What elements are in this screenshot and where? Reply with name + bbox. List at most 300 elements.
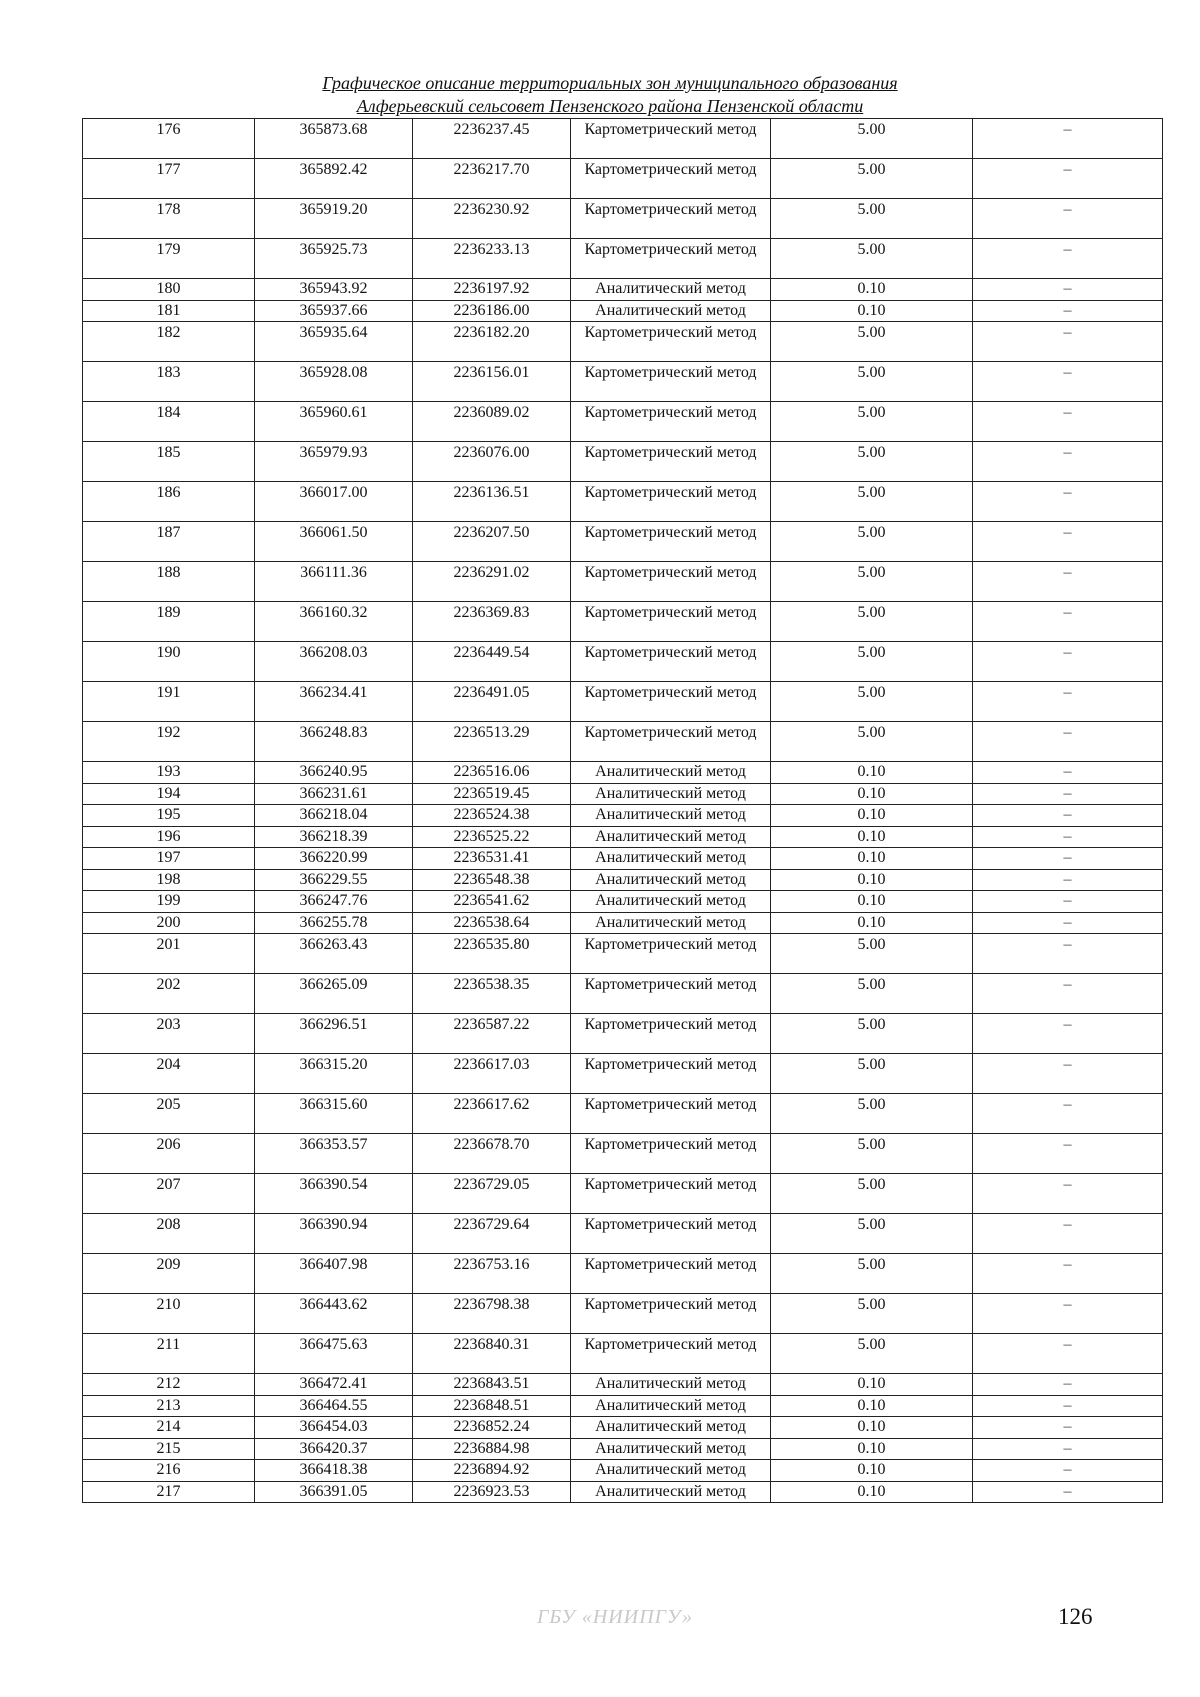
table-row [83,891,1163,913]
description-cell: – [973,826,1163,848]
table-row [83,1417,1163,1439]
description-cell: – [973,1254,1163,1294]
table-row [83,1374,1163,1396]
method-cell: Картометрический метод [571,974,771,1014]
point-number-cell: 193 [83,762,255,784]
table-row [83,279,1163,301]
accuracy-cell: 0.10 [771,1460,973,1482]
description-cell: – [973,300,1163,322]
method-cell: Картометрический метод [571,1134,771,1174]
accuracy-cell: 0.10 [771,912,973,934]
method-cell: Аналитический метод [571,1481,771,1503]
point-number-cell: 179 [83,239,255,279]
method-cell: Аналитический метод [571,300,771,322]
method-cell: Картометрический метод [571,1094,771,1134]
accuracy-cell: 0.10 [771,805,973,827]
y-coordinate-cell: 2236525.22 [413,826,571,848]
point-number-cell: 210 [83,1294,255,1334]
method-cell: Картометрический метод [571,1054,771,1094]
method-cell: Картометрический метод [571,322,771,362]
description-cell: – [973,848,1163,870]
y-coordinate-cell: 2236923.53 [413,1481,571,1503]
coordinates-table [82,118,1163,1503]
y-coordinate-cell: 2236233.13 [413,239,571,279]
y-coordinate-cell: 2236186.00 [413,300,571,322]
description-cell: – [973,1054,1163,1094]
accuracy-cell: 5.00 [771,1254,973,1294]
accuracy-cell: 0.10 [771,279,973,301]
x-coordinate-cell: 366391.05 [255,1481,413,1503]
accuracy-cell: 5.00 [771,562,973,602]
x-coordinate-cell: 366111.36 [255,562,413,602]
x-coordinate-cell: 366475.63 [255,1334,413,1374]
y-coordinate-cell: 2236798.38 [413,1294,571,1334]
accuracy-cell: 0.10 [771,1438,973,1460]
table-row [83,522,1163,562]
y-coordinate-cell: 2236076.00 [413,442,571,482]
y-coordinate-cell: 2236182.20 [413,322,571,362]
x-coordinate-cell: 366265.09 [255,974,413,1014]
description-cell: – [973,642,1163,682]
point-number-cell: 197 [83,848,255,870]
table-row [83,682,1163,722]
page-number: 126 [1058,1604,1093,1629]
x-coordinate-cell: 366315.60 [255,1094,413,1134]
accuracy-cell: 5.00 [771,642,973,682]
accuracy-cell: 5.00 [771,1174,973,1214]
point-number-cell: 207 [83,1174,255,1214]
x-coordinate-cell: 366255.78 [255,912,413,934]
x-coordinate-cell: 365979.93 [255,442,413,482]
method-cell: Картометрический метод [571,239,771,279]
accuracy-cell: 0.10 [771,1481,973,1503]
accuracy-cell: 5.00 [771,934,973,974]
x-coordinate-cell: 365892.42 [255,159,413,199]
table-row [83,826,1163,848]
table-row [83,805,1163,827]
method-cell: Картометрический метод [571,1254,771,1294]
x-coordinate-cell: 365937.66 [255,300,413,322]
accuracy-cell: 5.00 [771,1214,973,1254]
table-row [83,482,1163,522]
x-coordinate-cell: 366353.57 [255,1134,413,1174]
description-cell: – [973,1174,1163,1214]
y-coordinate-cell: 2236548.38 [413,869,571,891]
accuracy-cell: 0.10 [771,891,973,913]
y-coordinate-cell: 2236516.06 [413,762,571,784]
table-row [83,642,1163,682]
method-cell: Аналитический метод [571,869,771,891]
description-cell: – [973,1374,1163,1396]
y-coordinate-cell: 2236729.05 [413,1174,571,1214]
description-cell: – [973,1134,1163,1174]
point-number-cell: 216 [83,1460,255,1482]
accuracy-cell: 5.00 [771,1054,973,1094]
method-cell: Картометрический метод [571,159,771,199]
point-number-cell: 212 [83,1374,255,1396]
table-row [83,1094,1163,1134]
x-coordinate-cell: 365935.64 [255,322,413,362]
accuracy-cell: 0.10 [771,1395,973,1417]
description-cell: – [973,1334,1163,1374]
table-row [83,199,1163,239]
y-coordinate-cell: 2236538.35 [413,974,571,1014]
accuracy-cell: 5.00 [771,119,973,159]
accuracy-cell: 0.10 [771,848,973,870]
x-coordinate-cell: 366315.20 [255,1054,413,1094]
description-cell: – [973,442,1163,482]
point-number-cell: 200 [83,912,255,934]
point-number-cell: 189 [83,602,255,642]
point-number-cell: 204 [83,1054,255,1094]
description-cell: – [973,239,1163,279]
accuracy-cell: 0.10 [771,300,973,322]
description-cell: – [973,1481,1163,1503]
description-cell: – [973,602,1163,642]
accuracy-cell: 5.00 [771,602,973,642]
description-cell: – [973,562,1163,602]
table-row [83,1481,1163,1503]
accuracy-cell: 5.00 [771,682,973,722]
y-coordinate-cell: 2236617.03 [413,1054,571,1094]
method-cell: Аналитический метод [571,805,771,827]
x-coordinate-cell: 366420.37 [255,1438,413,1460]
method-cell: Картометрический метод [571,934,771,974]
y-coordinate-cell: 2236513.29 [413,722,571,762]
method-cell: Картометрический метод [571,522,771,562]
point-number-cell: 211 [83,1334,255,1374]
method-cell: Картометрический метод [571,1174,771,1214]
method-cell: Картометрический метод [571,602,771,642]
accuracy-cell: 5.00 [771,362,973,402]
y-coordinate-cell: 2236894.92 [413,1460,571,1482]
x-coordinate-cell: 366464.55 [255,1395,413,1417]
y-coordinate-cell: 2236519.45 [413,783,571,805]
y-coordinate-cell: 2236089.02 [413,402,571,442]
table-row [83,934,1163,974]
accuracy-cell: 5.00 [771,722,973,762]
point-number-cell: 192 [83,722,255,762]
x-coordinate-cell: 365873.68 [255,119,413,159]
description-cell: – [973,783,1163,805]
method-cell: Аналитический метод [571,1395,771,1417]
method-cell: Картометрический метод [571,362,771,402]
x-coordinate-cell: 366220.99 [255,848,413,870]
table-row [83,1214,1163,1254]
y-coordinate-cell: 2236197.92 [413,279,571,301]
y-coordinate-cell: 2236587.22 [413,1014,571,1054]
y-coordinate-cell: 2236449.54 [413,642,571,682]
point-number-cell: 183 [83,362,255,402]
point-number-cell: 186 [83,482,255,522]
description-cell: – [973,159,1163,199]
y-coordinate-cell: 2236541.62 [413,891,571,913]
description-cell: – [973,891,1163,913]
point-number-cell: 214 [83,1417,255,1439]
y-coordinate-cell: 2236840.31 [413,1334,571,1374]
table-row [83,1395,1163,1417]
method-cell: Аналитический метод [571,891,771,913]
table-row [83,848,1163,870]
table-row [83,1294,1163,1334]
x-coordinate-cell: 366160.32 [255,602,413,642]
accuracy-cell: 5.00 [771,322,973,362]
accuracy-cell: 5.00 [771,199,973,239]
accuracy-cell: 5.00 [771,159,973,199]
method-cell: Аналитический метод [571,826,771,848]
table-row [83,1174,1163,1214]
x-coordinate-cell: 365925.73 [255,239,413,279]
point-number-cell: 182 [83,322,255,362]
table-row [83,442,1163,482]
description-cell: – [973,1395,1163,1417]
method-cell: Картометрический метод [571,482,771,522]
point-number-cell: 180 [83,279,255,301]
accuracy-cell: 5.00 [771,522,973,562]
point-number-cell: 181 [83,300,255,322]
description-cell: – [973,805,1163,827]
table-row [83,783,1163,805]
table-row [83,869,1163,891]
description-cell: – [973,682,1163,722]
x-coordinate-cell: 366390.94 [255,1214,413,1254]
x-coordinate-cell: 366061.50 [255,522,413,562]
description-cell: – [973,279,1163,301]
point-number-cell: 213 [83,1395,255,1417]
method-cell: Картометрический метод [571,442,771,482]
description-cell: – [973,322,1163,362]
y-coordinate-cell: 2236848.51 [413,1395,571,1417]
y-coordinate-cell: 2236843.51 [413,1374,571,1396]
y-coordinate-cell: 2236753.16 [413,1254,571,1294]
x-coordinate-cell: 366229.55 [255,869,413,891]
point-number-cell: 208 [83,1214,255,1254]
point-number-cell: 191 [83,682,255,722]
table-row [83,1254,1163,1294]
point-number-cell: 190 [83,642,255,682]
accuracy-cell: 5.00 [771,1294,973,1334]
table-row [83,119,1163,159]
header-line-2: Алферьевский сельсовет Пензенского района Пензенской области [356,96,864,116]
accuracy-cell: 5.00 [771,442,973,482]
point-number-cell: 215 [83,1438,255,1460]
table-row [83,1134,1163,1174]
accuracy-cell: 5.00 [771,974,973,1014]
point-number-cell: 198 [83,869,255,891]
accuracy-cell: 0.10 [771,1374,973,1396]
accuracy-cell: 0.10 [771,783,973,805]
description-cell: – [973,199,1163,239]
point-number-cell: 184 [83,402,255,442]
description-cell: – [973,934,1163,974]
method-cell: Аналитический метод [571,783,771,805]
x-coordinate-cell: 366017.00 [255,482,413,522]
method-cell: Аналитический метод [571,912,771,934]
method-cell: Картометрический метод [571,1334,771,1374]
coordinates-table-body [83,119,1163,1503]
method-cell: Аналитический метод [571,1417,771,1439]
description-cell: – [973,1294,1163,1334]
y-coordinate-cell: 2236491.05 [413,682,571,722]
method-cell: Картометрический метод [571,1214,771,1254]
point-number-cell: 185 [83,442,255,482]
table-row [83,159,1163,199]
y-coordinate-cell: 2236678.70 [413,1134,571,1174]
x-coordinate-cell: 366263.43 [255,934,413,974]
method-cell: Картометрический метод [571,1014,771,1054]
accuracy-cell: 0.10 [771,826,973,848]
description-cell: – [973,869,1163,891]
method-cell: Картометрический метод [571,119,771,159]
table-row [83,402,1163,442]
y-coordinate-cell: 2236538.64 [413,912,571,934]
description-cell: – [973,362,1163,402]
y-coordinate-cell: 2236729.64 [413,1214,571,1254]
table-row [83,602,1163,642]
description-cell: – [973,522,1163,562]
method-cell: Картометрический метод [571,199,771,239]
method-cell: Картометрический метод [571,402,771,442]
x-coordinate-cell: 366418.38 [255,1460,413,1482]
x-coordinate-cell: 365919.20 [255,199,413,239]
header-line-1: Графическое описание территориальных зон муниципального образования [322,73,898,93]
y-coordinate-cell: 2236207.50 [413,522,571,562]
method-cell: Аналитический метод [571,1438,771,1460]
y-coordinate-cell: 2236156.01 [413,362,571,402]
description-cell: – [973,912,1163,934]
description-cell: – [973,1460,1163,1482]
accuracy-cell: 5.00 [771,1334,973,1374]
y-coordinate-cell: 2236617.62 [413,1094,571,1134]
accuracy-cell: 5.00 [771,1014,973,1054]
y-coordinate-cell: 2236217.70 [413,159,571,199]
x-coordinate-cell: 366218.39 [255,826,413,848]
accuracy-cell: 0.10 [771,762,973,784]
x-coordinate-cell: 366218.04 [255,805,413,827]
description-cell: – [973,482,1163,522]
description-cell: – [973,1014,1163,1054]
point-number-cell: 188 [83,562,255,602]
point-number-cell: 195 [83,805,255,827]
table-row [83,562,1163,602]
description-cell: – [973,1214,1163,1254]
x-coordinate-cell: 366208.03 [255,642,413,682]
point-number-cell: 177 [83,159,255,199]
description-cell: – [973,402,1163,442]
y-coordinate-cell: 2236369.83 [413,602,571,642]
point-number-cell: 178 [83,199,255,239]
x-coordinate-cell: 365928.08 [255,362,413,402]
y-coordinate-cell: 2236237.45 [413,119,571,159]
description-cell: – [973,722,1163,762]
method-cell: Аналитический метод [571,1374,771,1396]
x-coordinate-cell: 366407.98 [255,1254,413,1294]
x-coordinate-cell: 365943.92 [255,279,413,301]
description-cell: – [973,1438,1163,1460]
x-coordinate-cell: 366248.83 [255,722,413,762]
x-coordinate-cell: 366454.03 [255,1417,413,1439]
table-row [83,300,1163,322]
point-number-cell: 201 [83,934,255,974]
point-number-cell: 217 [83,1481,255,1503]
x-coordinate-cell: 366247.76 [255,891,413,913]
method-cell: Картометрический метод [571,682,771,722]
table-row [83,362,1163,402]
y-coordinate-cell: 2236884.98 [413,1438,571,1460]
x-coordinate-cell: 366234.41 [255,682,413,722]
table-row [83,722,1163,762]
table-row [83,1460,1163,1482]
description-cell: – [973,762,1163,784]
description-cell: – [973,1094,1163,1134]
point-number-cell: 203 [83,1014,255,1054]
method-cell: Картометрический метод [571,1294,771,1334]
point-number-cell: 187 [83,522,255,562]
point-number-cell: 196 [83,826,255,848]
footer-organization: ГБУ «НИИПГУ» [537,1606,693,1628]
y-coordinate-cell: 2236230.92 [413,199,571,239]
point-number-cell: 206 [83,1134,255,1174]
method-cell: Аналитический метод [571,1460,771,1482]
point-number-cell: 176 [83,119,255,159]
accuracy-cell: 5.00 [771,1134,973,1174]
x-coordinate-cell: 366390.54 [255,1174,413,1214]
x-coordinate-cell: 366240.95 [255,762,413,784]
method-cell: Картометрический метод [571,562,771,602]
table-row [83,912,1163,934]
document-header [0,72,1200,118]
table-row [83,322,1163,362]
accuracy-cell: 0.10 [771,1417,973,1439]
accuracy-cell: 0.10 [771,869,973,891]
y-coordinate-cell: 2236852.24 [413,1417,571,1439]
y-coordinate-cell: 2236535.80 [413,934,571,974]
point-number-cell: 199 [83,891,255,913]
description-cell: – [973,119,1163,159]
description-cell: – [973,974,1163,1014]
x-coordinate-cell: 366296.51 [255,1014,413,1054]
x-coordinate-cell: 365960.61 [255,402,413,442]
x-coordinate-cell: 366443.62 [255,1294,413,1334]
point-number-cell: 205 [83,1094,255,1134]
method-cell: Аналитический метод [571,762,771,784]
method-cell: Аналитический метод [571,279,771,301]
table-row [83,239,1163,279]
accuracy-cell: 5.00 [771,239,973,279]
accuracy-cell: 5.00 [771,482,973,522]
point-number-cell: 202 [83,974,255,1014]
y-coordinate-cell: 2236291.02 [413,562,571,602]
method-cell: Картометрический метод [571,642,771,682]
table-row [83,1438,1163,1460]
table-row [83,1014,1163,1054]
table-row [83,762,1163,784]
table-row [83,974,1163,1014]
table-row [83,1334,1163,1374]
method-cell: Картометрический метод [571,722,771,762]
point-number-cell: 209 [83,1254,255,1294]
method-cell: Аналитический метод [571,848,771,870]
y-coordinate-cell: 2236531.41 [413,848,571,870]
point-number-cell: 194 [83,783,255,805]
x-coordinate-cell: 366472.41 [255,1374,413,1396]
y-coordinate-cell: 2236136.51 [413,482,571,522]
description-cell: – [973,1417,1163,1439]
x-coordinate-cell: 366231.61 [255,783,413,805]
table-row [83,1054,1163,1094]
y-coordinate-cell: 2236524.38 [413,805,571,827]
accuracy-cell: 5.00 [771,1094,973,1134]
